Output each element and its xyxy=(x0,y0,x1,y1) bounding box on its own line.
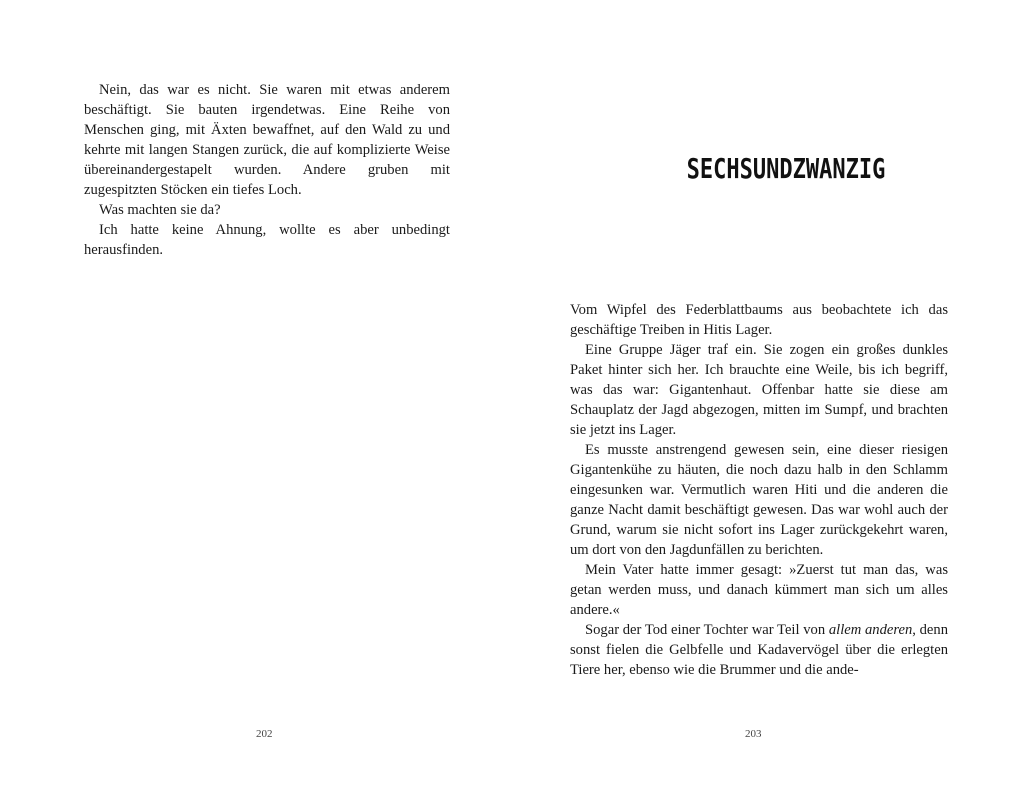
paragraph: Vom Wipfel des Federblattbaums aus beobachtete ich das geschäftige Treiben in Hitis Lager. xyxy=(570,302,948,338)
paragraph-text: Sogar der Tod einer Tochter war Teil von xyxy=(585,622,829,638)
right-page-text xyxy=(570,300,948,680)
paragraph: Eine Gruppe Jäger traf ein. Sie zogen ein großes dunkles Paket hinter sich her. Ich brauchte eine Weile, bis ich begriff, was das war: Gigantenhaut. Offenbar hatte sie diese am Schauplatz der Jagd abgezogen, mitten im Sumpf, und brachten sie jetzt ins Lager. xyxy=(570,342,948,438)
left-page-text xyxy=(84,80,450,260)
page-number: 202 xyxy=(256,728,273,740)
paragraph: Es musste anstrengend gewesen sein, eine dieser riesigen Gigantenkühe zu häuten, die noch dazu halb in den Schlamm eingesunken war. Vermutlich waren Hiti und die anderen die ganze Nacht damit beschäftigt gewesen. Das war wohl auch der Grund, warum sie nicht sofort ins Lager zurückgekehrt waren, um dort von den Jagdunfällen zu berichten. xyxy=(570,442,948,558)
paragraph: Was machten sie da? xyxy=(99,202,221,218)
paragraph: Nein, das war es nicht. Sie waren mit etwas anderem beschäftigt. Sie bauten irgendetwas. Eine Reihe von Menschen ging, mit Äxten bewaffnet, auf den Wald zu und kehrte mit langen Stangen zurück, die auf komplizierte Weise übereinandergestapelt wurden. Andere gruben mit zugespitzten Stöcken ein tiefes Loch. xyxy=(84,82,450,198)
paragraph-text: , denn sonst fielen die Gelbfelle und Kadavervögel über die erlegten Tiere her, ebenso wie die Brummer und die ande- xyxy=(570,622,948,678)
paragraph: Mein Vater hatte immer gesagt: »Zuerst tut man das, was getan werden muss, und danach kümmert man sich um alles andere.« xyxy=(570,562,948,618)
italic-phrase: allem anderen xyxy=(828,622,913,638)
paragraph: Ich hatte keine Ahnung, wollte es aber unbedingt herausfinden. xyxy=(84,222,450,258)
page-number: 203 xyxy=(745,728,762,740)
chapter-title: SECHSUNDZWANZIG xyxy=(686,154,886,186)
right-page xyxy=(510,0,1020,793)
paragraph xyxy=(570,620,948,680)
